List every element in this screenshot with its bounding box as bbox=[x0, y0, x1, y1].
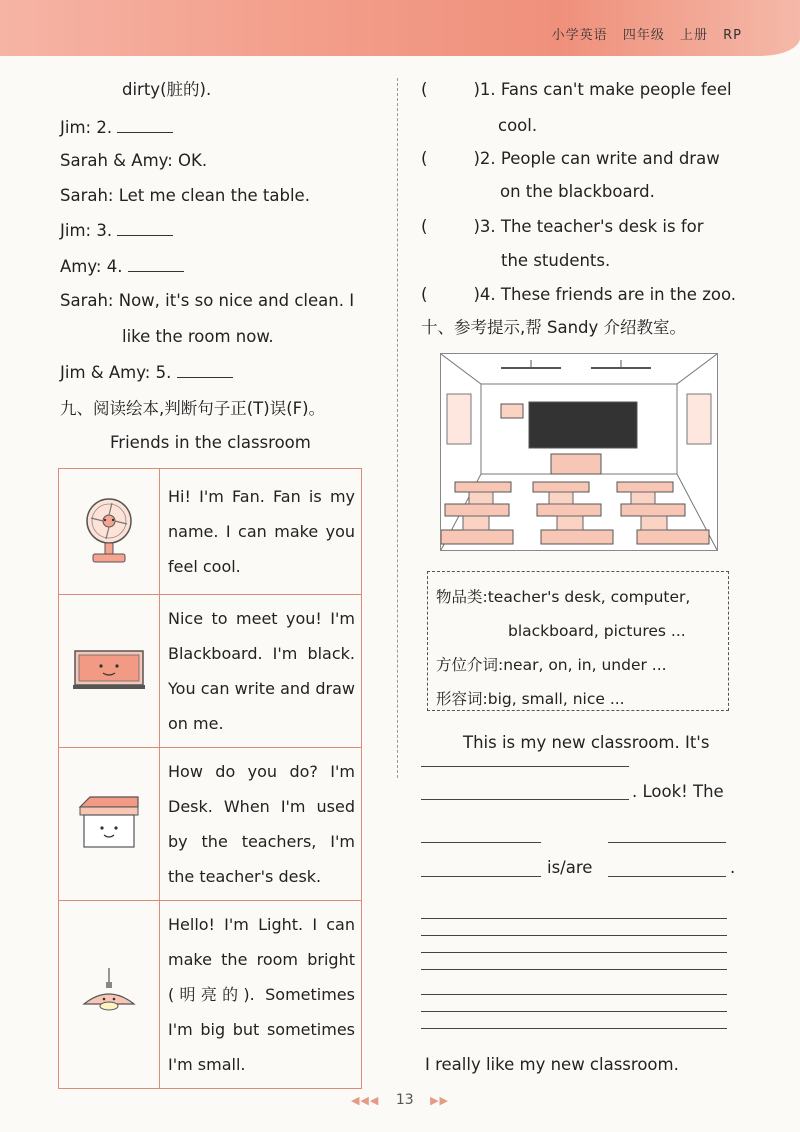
story-title: Friends in the classroom bbox=[110, 433, 311, 452]
answer-paren-open: ( bbox=[421, 149, 428, 168]
dialogue-speaker: Jim & Amy: 5. bbox=[60, 363, 172, 382]
writing-start: This is my new classroom. It's bbox=[463, 733, 710, 752]
writing-period: . bbox=[730, 858, 736, 877]
answer-paren-close: ) bbox=[473, 80, 480, 99]
panel-picture bbox=[59, 901, 160, 1089]
dialogue-line-4 bbox=[60, 221, 173, 241]
statement-number: 1. bbox=[479, 80, 496, 99]
section-9-heading: 九、阅读绘本,判断句子正(T)误(F)。 bbox=[60, 399, 326, 418]
hint-adjectives bbox=[436, 682, 720, 716]
panel-picture bbox=[59, 469, 160, 595]
statement-4 bbox=[421, 285, 736, 305]
hint-prepositions bbox=[436, 648, 720, 682]
header-info bbox=[542, 24, 742, 43]
answer-paren-close: ) bbox=[473, 285, 480, 304]
answer-blank-2[interactable] bbox=[117, 118, 173, 133]
statement-text: These friends are in the zoo. bbox=[500, 285, 736, 304]
hint-label: 方位介词: bbox=[436, 656, 504, 674]
panel-picture bbox=[59, 595, 160, 748]
answer-paren-close: ) bbox=[473, 217, 480, 236]
hint-label: 形容词: bbox=[436, 690, 488, 708]
statement-1-cont: cool. bbox=[498, 116, 538, 135]
writing-line[interactable] bbox=[608, 876, 726, 877]
classroom-illustration bbox=[440, 353, 718, 551]
statement-2-cont: on the blackboard. bbox=[500, 182, 655, 201]
panel-text: How do you do? I'm Desk. When I'm used by the teachers, I'm the teacher's desk. bbox=[160, 748, 362, 901]
writing-line[interactable] bbox=[421, 799, 629, 800]
prev-arrows-icon: ◀◀◀ bbox=[350, 1094, 380, 1107]
statement-text: The teacher's desk is for bbox=[500, 217, 704, 236]
writing-line[interactable] bbox=[421, 952, 727, 953]
statement-text: Fans can't make people feel bbox=[500, 80, 732, 99]
page-footer bbox=[0, 1092, 800, 1108]
writing-line[interactable] bbox=[421, 935, 727, 936]
writing-line[interactable] bbox=[421, 842, 541, 843]
writing-end: I really like my new classroom. bbox=[425, 1055, 679, 1074]
writing-line[interactable] bbox=[421, 766, 629, 767]
hint-objects bbox=[436, 580, 720, 614]
statement-number: 3. bbox=[479, 217, 496, 236]
story-panel bbox=[59, 901, 362, 1089]
hint-objects-cont: blackboard, pictures ... bbox=[508, 622, 686, 640]
story-panel bbox=[59, 748, 362, 901]
dialogue-line-0: dirty(脏的). bbox=[122, 80, 212, 99]
writing-line[interactable] bbox=[421, 969, 727, 970]
answer-paren-open: ( bbox=[421, 285, 428, 304]
hint-value: teacher's desk, computer, bbox=[487, 588, 691, 606]
dialogue-line-1 bbox=[60, 118, 173, 138]
answer-paren-open: ( bbox=[421, 217, 428, 236]
column-divider bbox=[397, 78, 398, 778]
section-10-heading: 十、参考提示,帮 Sandy 介绍教室。 bbox=[421, 318, 687, 337]
dialogue-speaker: Jim: 2. bbox=[60, 118, 113, 137]
writing-line[interactable] bbox=[608, 842, 726, 843]
answer-blank-3[interactable] bbox=[117, 221, 173, 236]
header-edition: RP bbox=[723, 28, 742, 43]
answer-blank-4[interactable] bbox=[128, 257, 184, 272]
statement-3-cont: the students. bbox=[501, 251, 611, 270]
dialogue-line-6a: Sarah: Now, it's so nice and clean. I bbox=[60, 291, 355, 310]
header-volume: 上册 bbox=[679, 28, 708, 43]
dialogue-line-7 bbox=[60, 363, 233, 383]
story-panel bbox=[59, 469, 362, 595]
statement-3 bbox=[421, 217, 704, 237]
dialogue-speaker: Jim: 3. bbox=[60, 221, 113, 240]
writing-line[interactable] bbox=[421, 1011, 727, 1012]
answer-paren-open: ( bbox=[421, 80, 428, 99]
desk-icon bbox=[76, 793, 142, 851]
header-subject: 小学英语 bbox=[551, 28, 608, 43]
blackboard-icon bbox=[71, 647, 147, 691]
dialogue-line-3: Sarah: Let me clean the table. bbox=[60, 186, 310, 205]
dialogue-speaker: Amy: 4. bbox=[60, 257, 123, 276]
writing-mid: . Look! The bbox=[632, 782, 724, 801]
panel-text: Hi! I'm Fan. Fan is my name. I can make you feel cool. bbox=[160, 469, 362, 595]
panel-picture bbox=[59, 748, 160, 901]
fan-icon bbox=[81, 491, 137, 569]
hint-box bbox=[427, 571, 729, 711]
answer-paren-close: ) bbox=[473, 149, 480, 168]
statement-1 bbox=[421, 80, 732, 100]
classroom-picture bbox=[441, 354, 717, 550]
story-panel bbox=[59, 595, 362, 748]
light-icon bbox=[78, 968, 140, 1018]
dialogue-line-2: Sarah & Amy: OK. bbox=[60, 151, 208, 170]
next-arrows-icon: ▶▶ bbox=[430, 1094, 450, 1107]
dialogue-line-6b: like the room now. bbox=[122, 327, 274, 346]
statement-2 bbox=[421, 149, 720, 169]
hint-value: near, on, in, under ... bbox=[503, 656, 667, 674]
panel-text: Nice to meet you! I'm Blackboard. I'm black. You can write and draw on me. bbox=[160, 595, 362, 748]
answer-blank-5[interactable] bbox=[177, 363, 233, 378]
header-grade: 四年级 bbox=[622, 28, 665, 43]
writing-line[interactable] bbox=[421, 994, 727, 995]
writing-line[interactable] bbox=[421, 1028, 727, 1029]
statement-number: 4. bbox=[479, 285, 496, 304]
story-table bbox=[58, 468, 362, 1089]
panel-text: Hello! I'm Light. I can make the room bright (明亮的). Sometimes I'm big but sometimes I'm small. bbox=[160, 901, 362, 1089]
writing-isare: is/are bbox=[547, 858, 593, 877]
writing-line[interactable] bbox=[421, 918, 727, 919]
dialogue-line-5 bbox=[60, 257, 184, 277]
hint-value: big, small, nice ... bbox=[487, 690, 625, 708]
statement-number: 2. bbox=[479, 149, 496, 168]
writing-line[interactable] bbox=[421, 876, 541, 877]
page-number: 13 bbox=[395, 1092, 414, 1108]
hint-label: 物品类: bbox=[436, 588, 488, 606]
statement-text: People can write and draw bbox=[500, 149, 720, 168]
